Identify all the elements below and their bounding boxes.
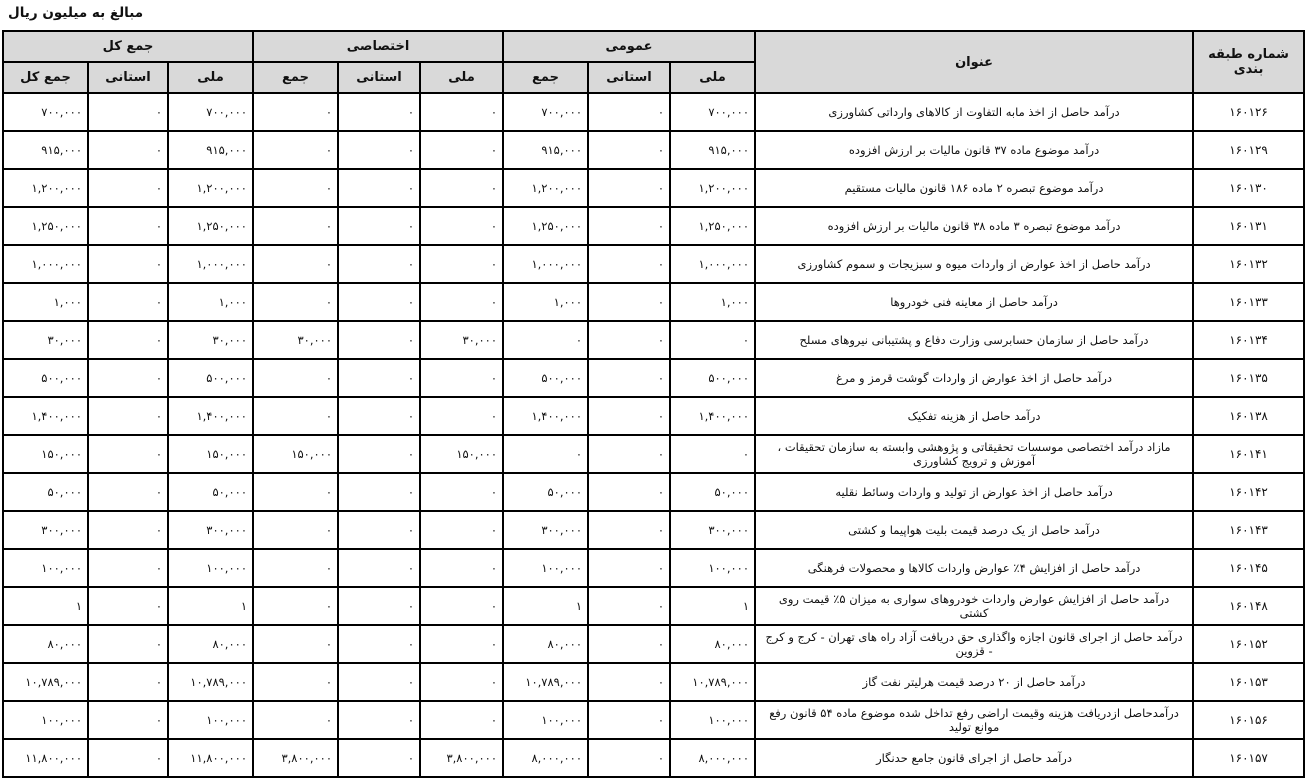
cell-general-jam: ۱,۴۰۰,۰۰۰ xyxy=(503,397,588,435)
cell-total-ostani: ۰ xyxy=(88,739,168,777)
cell-general-jam: ۱,۲۰۰,۰۰۰ xyxy=(503,169,588,207)
row-title: درآمد حاصل از اخذ عوارض از تولید و واردات وسائط نقلیه xyxy=(755,473,1193,511)
cell-total-jamkol: ۱,۴۰۰,۰۰۰ xyxy=(3,397,88,435)
cell-total-jamkol: ۷۰۰,۰۰۰ xyxy=(3,93,88,131)
row-code: ۱۶۰۱۵۶ xyxy=(1193,701,1304,739)
cell-general-ostani: ۰ xyxy=(588,473,670,511)
cell-general-ostani: ۰ xyxy=(588,435,670,473)
cell-dedicated-jam: ۰ xyxy=(253,587,338,625)
row-title: مازاد درآمد اختصاصی موسسات تحقیقاتی و پژوهشی وابسته به سازمان تحقیقات ، آموزش و ترویج کشاورزی xyxy=(755,435,1193,473)
cell-general-jam: ۱ xyxy=(503,587,588,625)
cell-general-melli: ۱,۰۰۰,۰۰۰ xyxy=(670,245,755,283)
cell-dedicated-ostani: ۰ xyxy=(338,397,420,435)
cell-total-jamkol: ۱,۲۵۰,۰۰۰ xyxy=(3,207,88,245)
cell-dedicated-melli: ۰ xyxy=(420,587,503,625)
cell-dedicated-melli: ۰ xyxy=(420,549,503,587)
cell-general-melli: ۱۰۰,۰۰۰ xyxy=(670,701,755,739)
cell-general-ostani: ۰ xyxy=(588,625,670,663)
cell-dedicated-jam: ۰ xyxy=(253,207,338,245)
header-group-grand-total: جمع کل xyxy=(3,31,253,62)
cell-general-ostani: ۰ xyxy=(588,283,670,321)
cell-general-melli: ۰ xyxy=(670,321,755,359)
cell-general-melli: ۱۰,۷۸۹,۰۰۰ xyxy=(670,663,755,701)
header-classification: شماره طبقه بندی xyxy=(1193,31,1304,93)
cell-total-jamkol: ۱۰۰,۰۰۰ xyxy=(3,701,88,739)
cell-dedicated-ostani: ۰ xyxy=(338,93,420,131)
cell-dedicated-melli: ۰ xyxy=(420,245,503,283)
cell-general-jam: ۷۰۰,۰۰۰ xyxy=(503,93,588,131)
cell-general-melli: ۱۰۰,۰۰۰ xyxy=(670,549,755,587)
cell-dedicated-melli: ۰ xyxy=(420,473,503,511)
cell-dedicated-ostani: ۰ xyxy=(338,625,420,663)
table-row xyxy=(3,93,1304,131)
cell-total-ostani: ۰ xyxy=(88,549,168,587)
cell-total-ostani: ۰ xyxy=(88,663,168,701)
row-code: ۱۶۰۱۳۱ xyxy=(1193,207,1304,245)
table-row xyxy=(3,207,1304,245)
row-title: درآمد حاصل از اخذ عوارض از واردات میوه و سبزیجات و سموم کشاورزی xyxy=(755,245,1193,283)
cell-general-melli: ۱ xyxy=(670,587,755,625)
cell-general-melli: ۸,۰۰۰,۰۰۰ xyxy=(670,739,755,777)
cell-general-jam: ۱۰۰,۰۰۰ xyxy=(503,701,588,739)
cell-total-melli: ۷۰۰,۰۰۰ xyxy=(168,93,253,131)
cell-dedicated-ostani: ۰ xyxy=(338,663,420,701)
cell-dedicated-jam: ۰ xyxy=(253,663,338,701)
cell-dedicated-ostani: ۰ xyxy=(338,245,420,283)
cell-total-ostani: ۰ xyxy=(88,625,168,663)
cell-total-jamkol: ۳۰۰,۰۰۰ xyxy=(3,511,88,549)
cell-general-ostani: ۰ xyxy=(588,397,670,435)
cell-general-jam: ۱۰,۷۸۹,۰۰۰ xyxy=(503,663,588,701)
cell-general-melli: ۵۰۰,۰۰۰ xyxy=(670,359,755,397)
subheader-general-ostani: استانی xyxy=(588,62,670,93)
row-title: درآمد حاصل از یک درصد قیمت بلیت هواپیما و کشتی xyxy=(755,511,1193,549)
cell-general-ostani: ۰ xyxy=(588,169,670,207)
table-row xyxy=(3,511,1304,549)
cell-dedicated-ostani: ۰ xyxy=(338,587,420,625)
cell-total-melli: ۳۰,۰۰۰ xyxy=(168,321,253,359)
row-title: درآمدحاصل ازدریافت هزینه وقیمت اراضی رفع تداخل شده موضوع ماده ۵۴ قانون رفع موانع تولید xyxy=(755,701,1193,739)
cell-general-ostani: ۰ xyxy=(588,587,670,625)
cell-general-jam: ۳۰۰,۰۰۰ xyxy=(503,511,588,549)
cell-general-jam: ۹۱۵,۰۰۰ xyxy=(503,131,588,169)
cell-general-jam: ۰ xyxy=(503,435,588,473)
cell-total-ostani: ۰ xyxy=(88,131,168,169)
cell-general-jam: ۰ xyxy=(503,321,588,359)
cell-dedicated-ostani: ۰ xyxy=(338,739,420,777)
cell-total-jamkol: ۵۰۰,۰۰۰ xyxy=(3,359,88,397)
cell-general-jam: ۱,۰۰۰ xyxy=(503,283,588,321)
cell-dedicated-melli: ۳۰,۰۰۰ xyxy=(420,321,503,359)
table-row xyxy=(3,283,1304,321)
row-code: ۱۶۰۱۳۳ xyxy=(1193,283,1304,321)
cell-general-jam: ۵۰۰,۰۰۰ xyxy=(503,359,588,397)
cell-total-melli: ۱۰۰,۰۰۰ xyxy=(168,549,253,587)
cell-general-melli: ۱,۰۰۰ xyxy=(670,283,755,321)
row-title: درآمد حاصل از اخذ عوارض از واردات گوشت قرمز و مرغ xyxy=(755,359,1193,397)
table-row xyxy=(3,663,1304,701)
cell-total-melli: ۱ xyxy=(168,587,253,625)
row-title: درآمد حاصل از هزینه تفکیک xyxy=(755,397,1193,435)
cell-total-melli: ۱۰۰,۰۰۰ xyxy=(168,701,253,739)
cell-total-ostani: ۰ xyxy=(88,169,168,207)
table-row xyxy=(3,245,1304,283)
cell-general-ostani: ۰ xyxy=(588,663,670,701)
row-title: درآمد حاصل از اجرای قانون اجازه واگذاری حق دریافت آزاد راه های تهران - کرج و کرج - قزوین xyxy=(755,625,1193,663)
cell-dedicated-melli: ۰ xyxy=(420,625,503,663)
table-row xyxy=(3,131,1304,169)
row-code: ۱۶۰۱۵۲ xyxy=(1193,625,1304,663)
table-row xyxy=(3,321,1304,359)
cell-general-melli: ۵۰,۰۰۰ xyxy=(670,473,755,511)
cell-total-melli: ۸۰,۰۰۰ xyxy=(168,625,253,663)
cell-total-melli: ۱,۰۰۰ xyxy=(168,283,253,321)
cell-general-ostani: ۰ xyxy=(588,93,670,131)
cell-dedicated-jam: ۰ xyxy=(253,625,338,663)
row-title: درآمد حاصل از سازمان حسابرسی وزارت دفاع و پشتیبانی نیروهای مسلح xyxy=(755,321,1193,359)
row-title: درآمد حاصل از ۲۰ درصد قیمت هرلیتر نفت گاز xyxy=(755,663,1193,701)
cell-general-melli: ۳۰۰,۰۰۰ xyxy=(670,511,755,549)
cell-dedicated-ostani: ۰ xyxy=(338,283,420,321)
cell-general-ostani: ۰ xyxy=(588,359,670,397)
cell-general-jam: ۸۰,۰۰۰ xyxy=(503,625,588,663)
row-title: درآمد حاصل از اجرای قانون جامع حدنگار xyxy=(755,739,1193,777)
cell-dedicated-jam: ۰ xyxy=(253,359,338,397)
row-title: درآمد حاصل از اخذ مابه التفاوت از کالاهای وارداتی کشاورزی xyxy=(755,93,1193,131)
table-row xyxy=(3,625,1304,663)
cell-dedicated-ostani: ۰ xyxy=(338,131,420,169)
row-code: ۱۶۰۱۳۲ xyxy=(1193,245,1304,283)
cell-dedicated-jam: ۳۰,۰۰۰ xyxy=(253,321,338,359)
cell-dedicated-jam: ۰ xyxy=(253,245,338,283)
cell-total-jamkol: ۹۱۵,۰۰۰ xyxy=(3,131,88,169)
cell-total-ostani: ۰ xyxy=(88,359,168,397)
cell-total-melli: ۱۵۰,۰۰۰ xyxy=(168,435,253,473)
table-row xyxy=(3,587,1304,625)
cell-total-melli: ۱,۰۰۰,۰۰۰ xyxy=(168,245,253,283)
cell-dedicated-melli: ۰ xyxy=(420,397,503,435)
cell-dedicated-melli: ۰ xyxy=(420,207,503,245)
cell-total-jamkol: ۱,۲۰۰,۰۰۰ xyxy=(3,169,88,207)
table-row xyxy=(3,435,1304,473)
cell-total-jamkol: ۳۰,۰۰۰ xyxy=(3,321,88,359)
unit-note: مبالغ به میلیون ریال xyxy=(8,5,144,21)
cell-general-jam: ۵۰,۰۰۰ xyxy=(503,473,588,511)
cell-general-melli: ۷۰۰,۰۰۰ xyxy=(670,93,755,131)
cell-dedicated-jam: ۰ xyxy=(253,473,338,511)
cell-general-ostani: ۰ xyxy=(588,549,670,587)
cell-total-melli: ۵۰,۰۰۰ xyxy=(168,473,253,511)
cell-dedicated-melli: ۰ xyxy=(420,663,503,701)
row-title: درآمد موضوع تبصره ۳ ماده ۳۸ قانون مالیات بر ارزش افزوده xyxy=(755,207,1193,245)
cell-dedicated-jam: ۰ xyxy=(253,93,338,131)
cell-total-ostani: ۰ xyxy=(88,397,168,435)
table-header xyxy=(3,31,1304,93)
cell-dedicated-ostani: ۰ xyxy=(338,207,420,245)
row-title: درآمد موضوع ماده ۳۷ قانون مالیات بر ارزش افزوده xyxy=(755,131,1193,169)
subheader-general-melli: ملی xyxy=(670,62,755,93)
cell-dedicated-ostani: ۰ xyxy=(338,169,420,207)
subheader-total-melli: ملی xyxy=(168,62,253,93)
cell-dedicated-melli: ۰ xyxy=(420,701,503,739)
cell-general-jam: ۸,۰۰۰,۰۰۰ xyxy=(503,739,588,777)
row-code: ۱۶۰۱۳۸ xyxy=(1193,397,1304,435)
cell-total-melli: ۱۱,۸۰۰,۰۰۰ xyxy=(168,739,253,777)
cell-total-ostani: ۰ xyxy=(88,701,168,739)
cell-dedicated-melli: ۰ xyxy=(420,283,503,321)
cell-total-ostani: ۰ xyxy=(88,245,168,283)
cell-total-jamkol: ۱ xyxy=(3,587,88,625)
cell-dedicated-ostani: ۰ xyxy=(338,473,420,511)
cell-total-jamkol: ۸۰,۰۰۰ xyxy=(3,625,88,663)
cell-total-ostani: ۰ xyxy=(88,587,168,625)
table-row xyxy=(3,701,1304,739)
cell-total-jamkol: ۱,۰۰۰ xyxy=(3,283,88,321)
cell-dedicated-melli: ۰ xyxy=(420,131,503,169)
cell-total-ostani: ۰ xyxy=(88,511,168,549)
cell-total-ostani: ۰ xyxy=(88,435,168,473)
row-code: ۱۶۰۱۴۸ xyxy=(1193,587,1304,625)
subheader-general-jam: جمع xyxy=(503,62,588,93)
cell-general-ostani: ۰ xyxy=(588,131,670,169)
budget-table xyxy=(2,30,1305,778)
cell-dedicated-jam: ۰ xyxy=(253,169,338,207)
cell-dedicated-ostani: ۰ xyxy=(338,435,420,473)
subheader-dedicated-melli: ملی xyxy=(420,62,503,93)
cell-general-ostani: ۰ xyxy=(588,739,670,777)
cell-total-ostani: ۰ xyxy=(88,207,168,245)
header-title: عنوان xyxy=(755,31,1193,93)
cell-dedicated-ostani: ۰ xyxy=(338,359,420,397)
row-title: درآمد موضوع تبصره ۲ ماده ۱۸۶ قانون مالیات مستقیم xyxy=(755,169,1193,207)
cell-general-ostani: ۰ xyxy=(588,245,670,283)
cell-dedicated-jam: ۰ xyxy=(253,131,338,169)
cell-total-melli: ۱,۴۰۰,۰۰۰ xyxy=(168,397,253,435)
row-code: ۱۶۰۱۴۲ xyxy=(1193,473,1304,511)
cell-general-jam: ۱,۲۵۰,۰۰۰ xyxy=(503,207,588,245)
cell-total-melli: ۹۱۵,۰۰۰ xyxy=(168,131,253,169)
row-code: ۱۶۰۱۳۰ xyxy=(1193,169,1304,207)
cell-dedicated-jam: ۰ xyxy=(253,549,338,587)
cell-general-jam: ۱,۰۰۰,۰۰۰ xyxy=(503,245,588,283)
cell-dedicated-jam: ۰ xyxy=(253,283,338,321)
cell-dedicated-melli: ۰ xyxy=(420,93,503,131)
cell-dedicated-jam: ۱۵۰,۰۰۰ xyxy=(253,435,338,473)
cell-general-ostani: ۰ xyxy=(588,321,670,359)
cell-total-ostani: ۰ xyxy=(88,321,168,359)
row-code: ۱۶۰۱۴۵ xyxy=(1193,549,1304,587)
table-row xyxy=(3,169,1304,207)
cell-total-ostani: ۰ xyxy=(88,283,168,321)
cell-total-jamkol: ۱۱,۸۰۰,۰۰۰ xyxy=(3,739,88,777)
subheader-dedicated-ostani: استانی xyxy=(338,62,420,93)
cell-dedicated-jam: ۰ xyxy=(253,701,338,739)
cell-general-jam: ۱۰۰,۰۰۰ xyxy=(503,549,588,587)
cell-dedicated-melli: ۰ xyxy=(420,169,503,207)
subheader-total-jamkol: جمع کل xyxy=(3,62,88,93)
row-title: درآمد حاصل از معاینه فنی خودروها xyxy=(755,283,1193,321)
cell-dedicated-ostani: ۰ xyxy=(338,511,420,549)
subheader-dedicated-jam: جمع xyxy=(253,62,338,93)
row-code: ۱۶۰۱۳۴ xyxy=(1193,321,1304,359)
cell-dedicated-melli: ۰ xyxy=(420,359,503,397)
row-code: ۱۶۰۱۲۹ xyxy=(1193,131,1304,169)
cell-general-melli: ۹۱۵,۰۰۰ xyxy=(670,131,755,169)
row-code: ۱۶۰۱۳۵ xyxy=(1193,359,1304,397)
cell-dedicated-ostani: ۰ xyxy=(338,321,420,359)
cell-general-ostani: ۰ xyxy=(588,207,670,245)
cell-general-ostani: ۰ xyxy=(588,511,670,549)
row-code: ۱۶۰۱۵۳ xyxy=(1193,663,1304,701)
row-code: ۱۶۰۱۵۷ xyxy=(1193,739,1304,777)
cell-general-melli: ۰ xyxy=(670,435,755,473)
cell-total-jamkol: ۱۰,۷۸۹,۰۰۰ xyxy=(3,663,88,701)
cell-total-ostani: ۰ xyxy=(88,93,168,131)
cell-total-jamkol: ۱۵۰,۰۰۰ xyxy=(3,435,88,473)
cell-total-ostani: ۰ xyxy=(88,473,168,511)
row-code: ۱۶۰۱۴۱ xyxy=(1193,435,1304,473)
cell-total-jamkol: ۵۰,۰۰۰ xyxy=(3,473,88,511)
cell-total-melli: ۱,۲۵۰,۰۰۰ xyxy=(168,207,253,245)
table-row xyxy=(3,397,1304,435)
cell-general-ostani: ۰ xyxy=(588,701,670,739)
cell-general-melli: ۱,۲۰۰,۰۰۰ xyxy=(670,169,755,207)
cell-general-melli: ۱,۴۰۰,۰۰۰ xyxy=(670,397,755,435)
cell-dedicated-jam: ۳,۸۰۰,۰۰۰ xyxy=(253,739,338,777)
cell-total-melli: ۱۰,۷۸۹,۰۰۰ xyxy=(168,663,253,701)
cell-general-melli: ۸۰,۰۰۰ xyxy=(670,625,755,663)
cell-dedicated-ostani: ۰ xyxy=(338,701,420,739)
cell-general-melli: ۱,۲۵۰,۰۰۰ xyxy=(670,207,755,245)
cell-dedicated-melli: ۰ xyxy=(420,511,503,549)
cell-total-melli: ۱,۲۰۰,۰۰۰ xyxy=(168,169,253,207)
cell-dedicated-melli: ۳,۸۰۰,۰۰۰ xyxy=(420,739,503,777)
header-group-general: عمومی xyxy=(503,31,755,62)
cell-total-melli: ۳۰۰,۰۰۰ xyxy=(168,511,253,549)
cell-dedicated-jam: ۰ xyxy=(253,511,338,549)
cell-dedicated-jam: ۰ xyxy=(253,397,338,435)
cell-total-jamkol: ۱۰۰,۰۰۰ xyxy=(3,549,88,587)
row-title: درآمد حاصل از افزایش ۴٪ عوارض واردات کالاها و محصولات فرهنگی xyxy=(755,549,1193,587)
cell-total-melli: ۵۰۰,۰۰۰ xyxy=(168,359,253,397)
table-row xyxy=(3,739,1304,777)
header-group-dedicated: اختصاصی xyxy=(253,31,503,62)
table-row xyxy=(3,473,1304,511)
row-code: ۱۶۰۱۴۳ xyxy=(1193,511,1304,549)
cell-total-jamkol: ۱,۰۰۰,۰۰۰ xyxy=(3,245,88,283)
subheader-total-ostani: استانی xyxy=(88,62,168,93)
table-body xyxy=(3,93,1304,777)
cell-dedicated-ostani: ۰ xyxy=(338,549,420,587)
table-row xyxy=(3,549,1304,587)
row-code: ۱۶۰۱۲۶ xyxy=(1193,93,1304,131)
cell-dedicated-melli: ۱۵۰,۰۰۰ xyxy=(420,435,503,473)
table-row xyxy=(3,359,1304,397)
row-title: درآمد حاصل از افزایش عوارض واردات خودروهای سواری به میزان ۵٪ قیمت روی کشتی xyxy=(755,587,1193,625)
